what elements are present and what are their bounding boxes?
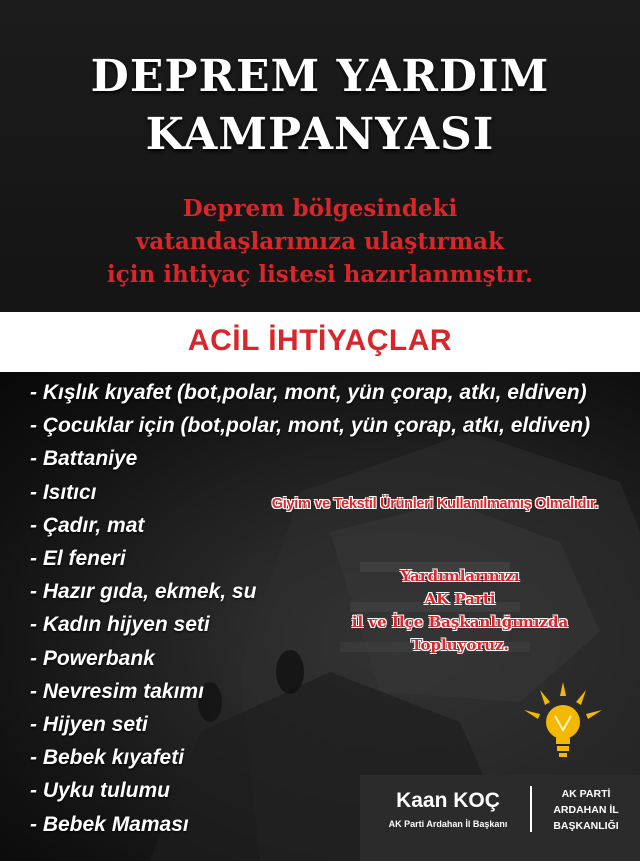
list-item: - El feneri <box>30 547 126 571</box>
list-item: - Çocuklar için (bot,polar, mont, yün çorap, atkı, eldiven) <box>30 414 591 438</box>
list-item: - Kadın hijyen seti <box>30 613 210 637</box>
list-item: - Hazır gıda, ekmek, su <box>30 580 257 604</box>
organization-name <box>537 786 635 834</box>
collection-line-4: Topluyoruz. <box>411 636 509 654</box>
subtitle-line-2: vatandaşlarımıza ulaştırmak <box>136 228 504 255</box>
title-line-2: KAMPANYASI <box>145 109 495 160</box>
collection-line-2: AK Parti <box>424 590 496 608</box>
list-item: - Nevresim takımı <box>30 679 204 703</box>
lightbulb-icon <box>518 680 608 760</box>
collection-notice <box>300 565 620 657</box>
collection-line-3: il ve İlçe Başkanlığımızda <box>351 613 569 631</box>
signature-divider <box>530 786 532 832</box>
unused-items-note: Giyim ve Tekstil Ürünleri Kullanılmamış Olmalıdır. <box>271 496 599 512</box>
list-item: - Kışlık kıyafet (bot,polar, mont, yün çorap, atkı, eldiven) <box>30 381 587 404</box>
list-item: - Hijyen seti <box>30 713 148 737</box>
signatory-name: Kaan KOÇ <box>396 789 500 812</box>
list-item: - Isıtıcı <box>30 480 97 504</box>
subtitle <box>0 192 640 291</box>
signatory-role: AK Parti Ardahan İl Başkanı <box>388 819 508 829</box>
list-item: - Powerbank <box>30 646 155 670</box>
list-item: - Çadır, mat <box>30 513 145 537</box>
list-item: - Battaniye <box>30 447 138 471</box>
subtitle-line-3: için ihtiyaç listesi hazırlanmıştır. <box>107 261 533 288</box>
list-item: - Bebek kıyafeti <box>30 746 185 770</box>
collection-line-1: Yardımlarınızı <box>400 567 520 585</box>
title-line-1: DEPREM YARDIM <box>90 51 550 102</box>
page-title <box>0 48 640 164</box>
section-title: ACİL İHTİYAÇLAR <box>187 324 453 357</box>
list-item: - Uyku tulumu <box>30 779 170 803</box>
list-item: - Bebek Maması <box>30 812 189 836</box>
subtitle-line-1: Deprem bölgesindeki <box>182 195 458 222</box>
org-line-1: AK PARTİ <box>561 788 611 800</box>
org-line-2: ARDAHAN İL <box>553 804 619 816</box>
org-line-3: BAŞKANLIĞI <box>553 820 619 832</box>
